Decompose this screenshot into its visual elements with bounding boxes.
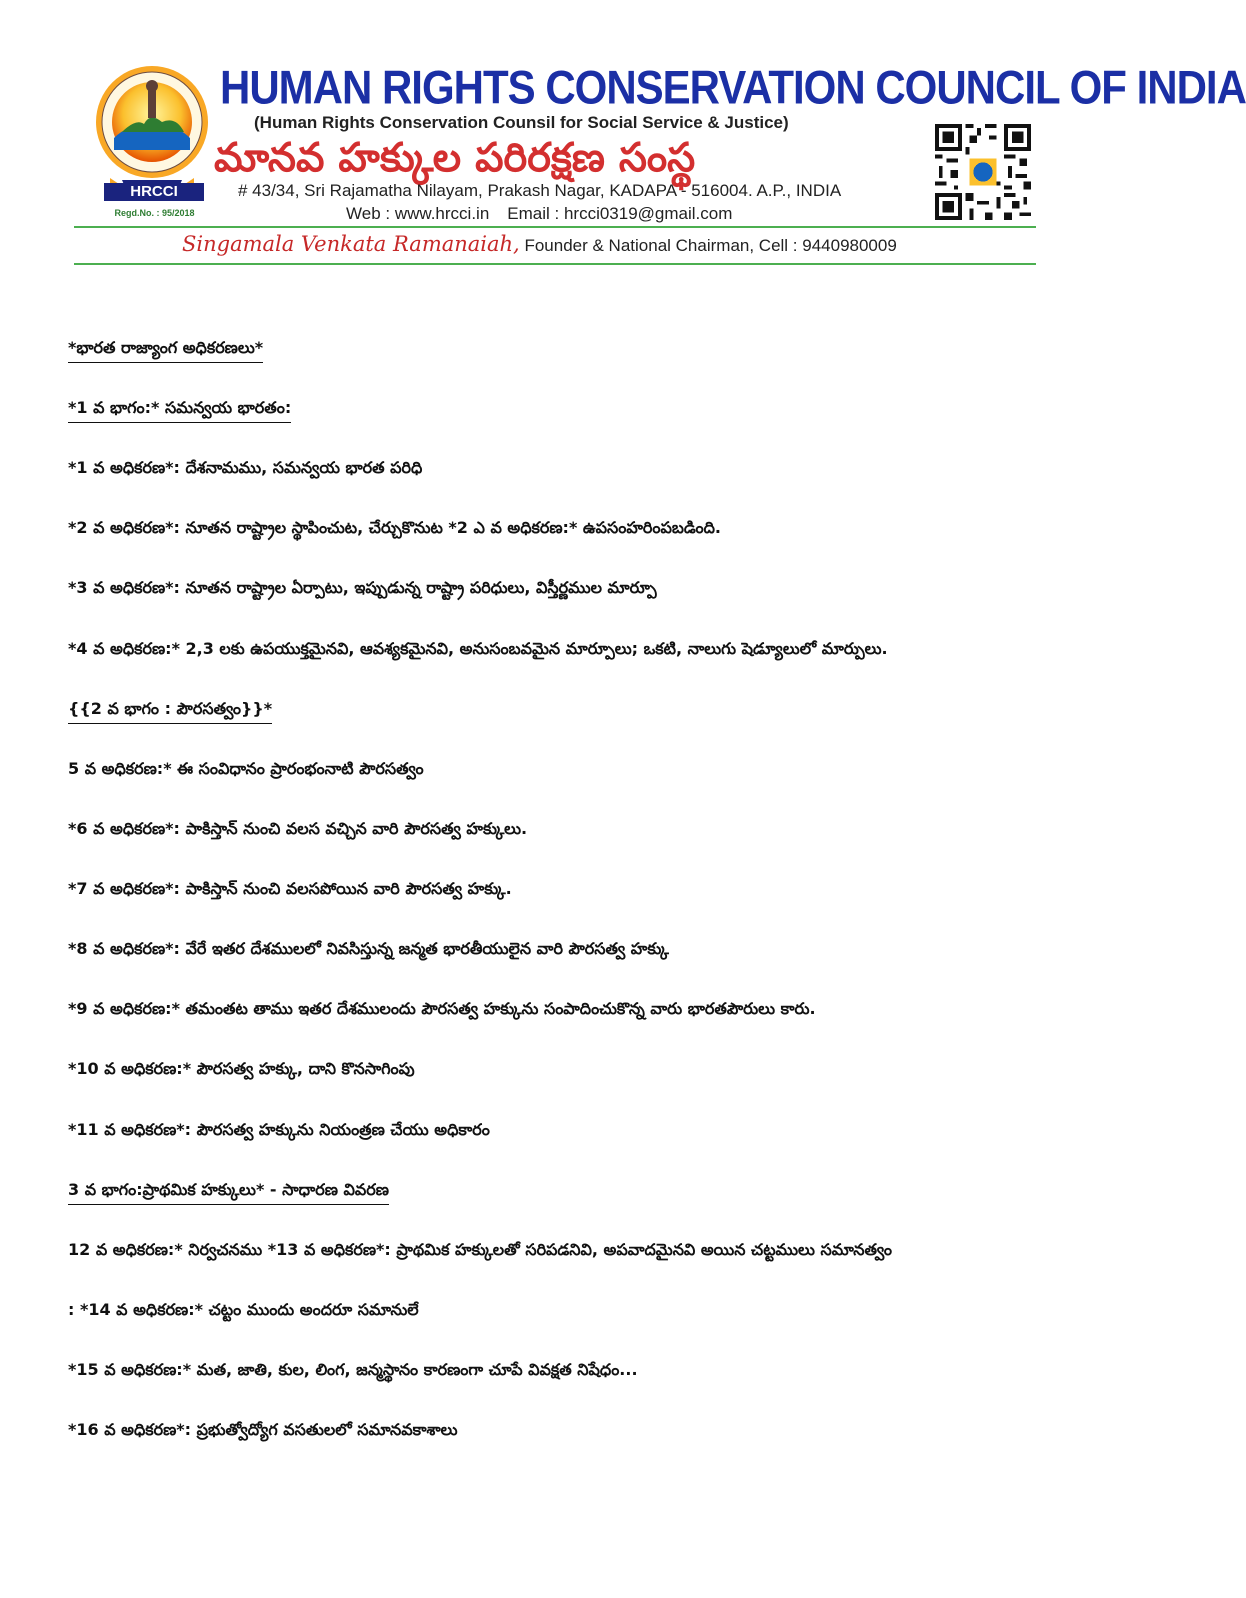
article-line: 12 వ అధికరణ:* నిర్వచనము *13 వ అధికరణ*: ప్రాథమిక హక్కులతో సరిపడనివి, అపవాదమైనవి అయిన చట్టములు సమానత్వం [68, 1240, 892, 1259]
article-line: *1 వ అధికరణ*: దేశనామము, సమన్వయ భారత పరిధి [68, 458, 423, 477]
email: Email : hrcci0319@gmail.com [507, 204, 733, 223]
part-heading-1: *1 వ భాగం:* సమన్వయ భారతం: [68, 398, 291, 423]
founder-name: Singamala Venkata Ramanaiah, [182, 232, 520, 256]
letterhead [0, 0, 1246, 280]
divider-bottom [74, 263, 1036, 265]
article-line: *7 వ అధికరణ*: పాకిస్తాన్ నుంచి వలసపోయిన వారి పౌరసత్వ హక్కు. [68, 879, 512, 898]
qr-code-icon [935, 124, 1031, 220]
article-line: : *14 వ అధికరణ:* చట్టం ముందు అందరూ సమానులే [68, 1300, 419, 1319]
founder-line [182, 232, 897, 256]
article-line: *10 వ అధికరణ:* పౌరసత్వ హక్కు, దాని కొనసాగింపు [68, 1059, 415, 1078]
hrcci-logo-icon [92, 60, 212, 190]
document-heading: *భారత రాజ్యాంగ అధికరణలు* [68, 338, 263, 363]
article-line: *2 వ అధికరణ*: నూతన రాష్ట్రాల స్థాపించుట, చేర్చుకొనుట *2 ఎ వ అధికరణ:* ఉపసంహరింపబడింది. [68, 518, 721, 537]
org-title: HUMAN RIGHTS CONSERVATION COUNCIL OF INDIA [220, 61, 1246, 114]
divider-top [74, 226, 1036, 228]
org-title-telugu: మానవ హక్కుల పరిరక్షణ సంస్థ [214, 135, 696, 181]
address: # 43/34, Sri Rajamatha Nilayam, Prakash Nagar, KADAPA - 516004. A.P., INDIA [238, 181, 842, 200]
article-line: *16 వ అధికరణ*: ప్రభుత్వోద్యోగ వసతులలో సమానవకాశాలు [68, 1420, 458, 1439]
logo-label: HRCCI [104, 183, 204, 201]
article-line: *3 వ అధికరణ*: నూతన రాష్ట్రాల ఏర్పాటు, ఇప్పుడున్న రాష్ట్రా పరిధులు, విస్తీర్ణముల మార్పూ [68, 578, 657, 597]
org-subtitle: (Human Rights Conservation Counsil for Social Service & Justice) [254, 113, 789, 132]
contact-row [346, 204, 732, 224]
part-heading-2: {{2 వ భాగం : పౌరసత్వం}}* [68, 699, 272, 724]
part-heading-3: 3 వ భాగం:ప్రాథమిక హక్కులు* - సాధారణ వివరణ [68, 1180, 389, 1205]
article-line: *4 వ అధికరణ:* 2,3 లకు ఉపయుక్తమైనవి, ఆవశ్యకమైనవి, అనుసంబవమైన మార్పూలు; ఒకటి, నాలుగు షెడ్యూలులో మార్పులు. [68, 639, 888, 658]
website: Web : www.hrcci.in [346, 204, 490, 223]
article-line: *8 వ అధికరణ*: వేరే ఇతర దేశములలో నివసిస్తున్న జన్మత భారతీయులైన వారి పౌరసత్వ హక్కు [68, 939, 669, 958]
article-line: *15 వ అధికరణ:* మత, జాతి, కుల, లింగ, జన్మస్థానం కారణంగా చూపే వివక్షత నిషేధం... [68, 1360, 638, 1379]
article-line: *11 వ అధికరణ*: పౌరసత్వ హక్కును నియంత్రణ చేయు అధికారం [68, 1120, 490, 1139]
founder-details: Founder & National Chairman, Cell : 9440980009 [519, 236, 897, 255]
registration-number: Regd.No. : 95/2018 [114, 208, 195, 218]
article-line: 5 వ అధికరణ:* ఈ సంవిధానం ప్రారంభంనాటి పౌరసత్వం [68, 759, 424, 778]
article-line: *9 వ అధికరణ:* తమంతట తాము ఇతర దేశములందు పౌరసత్వ హక్కును సంపాదించుకొన్న వారు భారతపౌరులు కారు. [68, 999, 816, 1018]
article-line: *6 వ అధికరణ*: పాకిస్తాన్ నుంచి వలస వచ్చిన వారి పౌరసత్వ హక్కులు. [68, 819, 528, 838]
